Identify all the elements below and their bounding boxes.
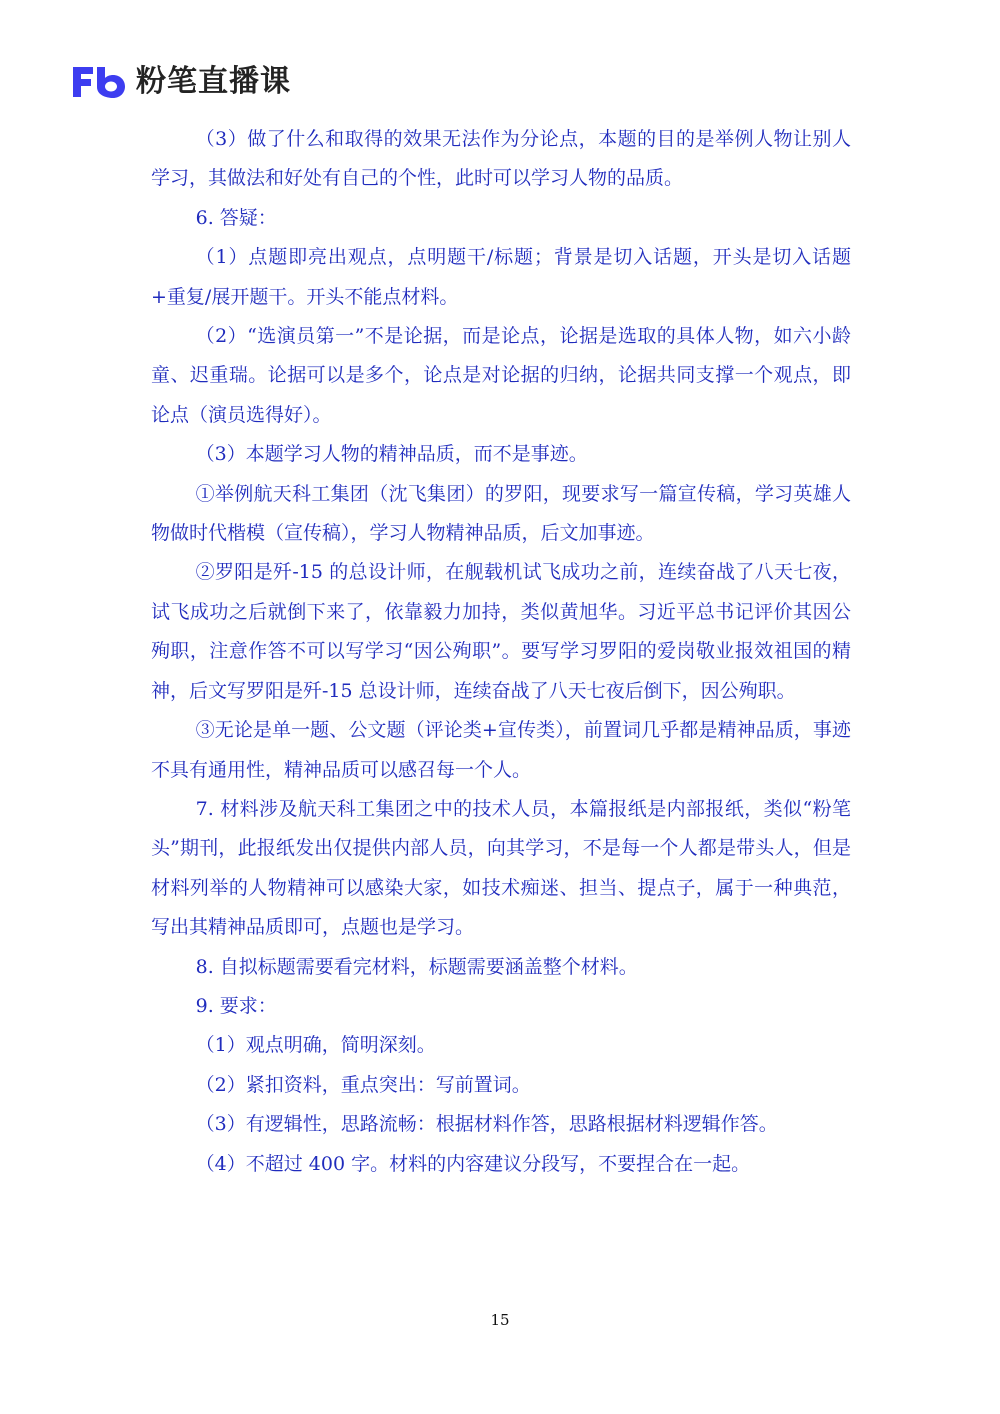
page-header <box>70 62 291 102</box>
paragraph: （2）“选演员第一”不是论据，而是论点，论据是选取的具体人物，如六小龄童、迟重瑞。论据可以是多个，论点是对论据的归纳，论据共同支撑一个观点，即论点（演员选得好）。 <box>151 325 851 426</box>
paragraph: ①举例航天科工集团（沈飞集团）的罗阳，现要求写一篇宣传稿，学习英雄人物做时代楷模（宣传稿），学习人物精神品质，后文加事迹。 <box>151 482 851 545</box>
paragraph: （3）有逻辑性，思路流畅：根据材料作答，思路根据材料逻辑作答。 <box>195 1113 778 1136</box>
paragraph: 9. 要求： <box>195 994 277 1017</box>
paragraph: 6. 答疑： <box>195 206 277 229</box>
paragraph: （3）做了什么和取得的效果无法作为分论点，本题的目的是举例人物让别人学习，其做法和好处有自己的个性，此时可以学习人物的品质。 <box>151 128 851 190</box>
paragraph: （1）点题即亮出观点，点明题干/标题；背景是切入话题，开头是切入话题+重复/展开题干。开头不能点材料。 <box>151 246 851 308</box>
fenbi-logo-icon <box>70 65 128 99</box>
page-number: 15 <box>490 1311 510 1329</box>
paragraph: （3）本题学习人物的精神品质，而不是事迹。 <box>195 443 588 466</box>
brand-name: 粉笔直播课 <box>136 64 291 99</box>
paragraph: （2）紧扣资料，重点突出：写前置词。 <box>195 1073 531 1096</box>
document-body <box>151 120 851 1184</box>
paragraph: ②罗阳是歼-15 的总设计师，在舰载机试飞成功之前，连续奋战了八天七夜，试飞成功之后就倒下来了，依靠毅力加持，类似黄旭华。习近平总书记评价其因公殉职，注意作答不可以写学习“因公殉职”。要写学习罗阳的爱岗敬业报效祖国的精神，后文写罗阳是歼-15 总设计师，连续奋战了八天七夜后倒下，因公殉职。 <box>151 561 851 702</box>
paragraph: ③无论是单一题、公文题（评论类+宣传类），前置词几乎都是精神品质，事迹不具有通用性，精神品质可以感召每一个人。 <box>151 719 851 781</box>
paragraph: （1）观点明确，简明深刻。 <box>195 1034 436 1057</box>
paragraph: （4）不超过 400 字。材料的内容建议分段写，不要捏合在一起。 <box>195 1152 751 1175</box>
paragraph: 8. 自拟标题需要看完材料，标题需要涵盖整个材料。 <box>195 955 638 978</box>
paragraph: 7. 材料涉及航天科工集团之中的技术人员，本篇报纸是内部报纸，类似“粉笔头”期刊，此报纸发出仅提供内部人员，向其学习，不是每一个人都是带头人，但是材料列举的人物精神可以感染大家，如技术痴迷、担当、提点子，属于一种典范，写出其精神品质即可，点题也是学习。 <box>151 797 851 939</box>
